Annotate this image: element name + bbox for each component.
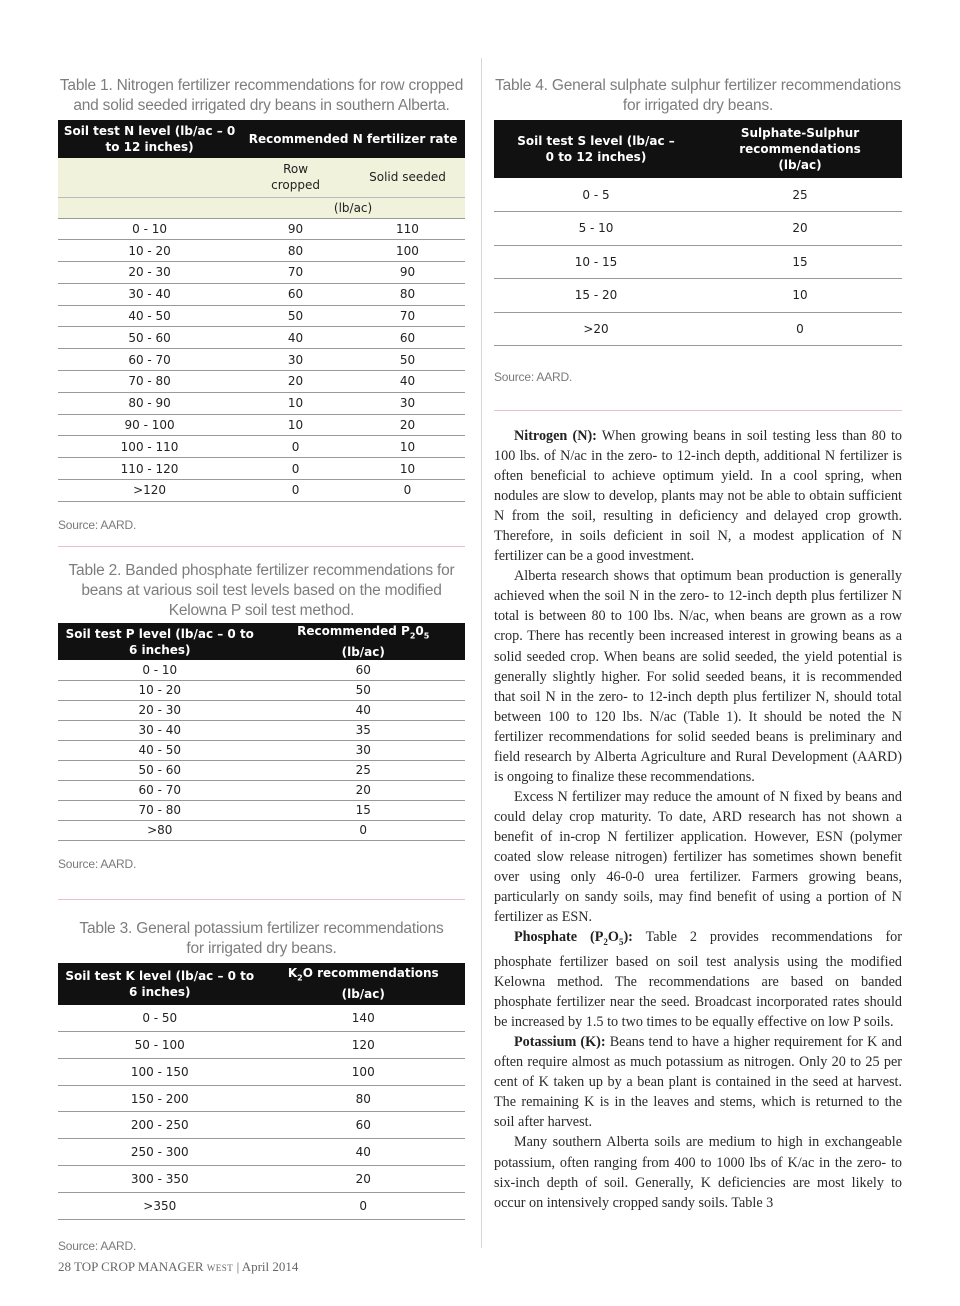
- left-column: [58, 72, 465, 1253]
- table-row: [494, 279, 902, 313]
- table1-sub-row: Row cropped: [241, 158, 350, 197]
- table-cell: 70: [350, 305, 465, 327]
- table-cell: >120: [58, 480, 241, 502]
- table-cell: 40: [350, 371, 465, 393]
- table-cell: 90: [241, 218, 350, 240]
- table-cell: 10 - 20: [58, 240, 241, 262]
- table-row: [58, 480, 465, 502]
- table-row: [58, 1112, 465, 1139]
- divider: [58, 899, 465, 900]
- table-row: [58, 327, 465, 349]
- paragraph-potassium: Potassium (K): Beans tend to have a higher requirement for K and often require almost as much potassium as nitrogen. Only 20 to 25 per cent of K taken up by a bean plant is contained in the seed at harvest. The remaining K is in the leaves and stems, which is returned to the soil after harvest.: [494, 1034, 902, 1131]
- magazine-name: TOP CROP MANAGER: [74, 1259, 204, 1274]
- table-cell: 50 - 100: [58, 1032, 262, 1059]
- table2: [58, 623, 465, 841]
- table-cell: 80: [262, 1085, 466, 1112]
- table-row: [58, 1032, 465, 1059]
- table-row: [58, 392, 465, 414]
- table-cell: 50 - 60: [58, 327, 241, 349]
- table-cell: 70: [241, 262, 350, 284]
- table-row: [58, 760, 465, 780]
- table2-caption: Table 2. Banded phosphate fertilizer recommendations for beans at various soil test levels based on the modified Kelowna P soil test method.: [68, 561, 455, 619]
- table-cell: 30: [262, 740, 466, 760]
- table-row: [58, 700, 465, 720]
- table-cell: 10 - 20: [58, 680, 262, 700]
- table-cell: 0: [350, 480, 465, 502]
- table-cell: 80: [350, 283, 465, 305]
- table-cell: 0 - 50: [58, 1005, 262, 1032]
- table-row: [58, 1085, 465, 1112]
- table-cell: 20: [262, 1166, 466, 1193]
- table-cell: 140: [262, 1005, 466, 1032]
- table-cell: 100 - 150: [58, 1058, 262, 1085]
- right-column: [494, 72, 902, 1213]
- table-cell: 10: [241, 392, 350, 414]
- table-cell: 90 - 100: [58, 414, 241, 436]
- article-body: [494, 426, 902, 1213]
- table2-col1-header: Soil test P level (lb/ac – 0 to 6 inches): [58, 623, 262, 660]
- table1-source: Source: AARD.: [58, 517, 137, 532]
- table-cell: 5 - 10: [494, 212, 698, 246]
- paragraph: Alberta research shows that optimum bean production is generally achieved when the soil N in the zero- to 12-inch depth plus fertilizer N total is between 80 to 100 lbs. N/ac, when beans are grown as a row crop. There has recently been increased interest in growing beans as a solid seeded crop. When beans are solid seeded, the yield potential is generally slightly higher. For solid seeded beans, it is recommended that soil N in the zero- to 12-inch depth plus fertilizer N, should total between 100 to 120 lbs. N/ac (Table 1). It should be noted the N fertilizer recommendations for solid seeded beans is preliminary and field research by Alberta Agriculture and Rural Development (AARD) is ongoing to finalize these recommendations.: [494, 568, 902, 785]
- table-cell: 25: [698, 178, 902, 212]
- table-cell: 10: [350, 436, 465, 458]
- table-cell: 50: [262, 680, 466, 700]
- table1-col2-header: Recommended N fertilizer rate: [241, 120, 465, 158]
- table-cell: 20: [698, 212, 902, 246]
- table-row: [494, 312, 902, 346]
- table-cell: 80 - 90: [58, 392, 241, 414]
- table2-col2-header: Recommended $P_20_5$ (lb/ac): [262, 623, 466, 660]
- table-cell: 15: [262, 800, 466, 820]
- table-cell: 60: [241, 283, 350, 305]
- table-cell: 70 - 80: [58, 371, 241, 393]
- table-row: [58, 820, 465, 840]
- table-cell: 10: [350, 458, 465, 480]
- table-cell: 40: [241, 327, 350, 349]
- table-cell: 60 - 70: [58, 780, 262, 800]
- table-row: [58, 305, 465, 327]
- table-row: [58, 780, 465, 800]
- table2-source: Source: AARD.: [58, 856, 137, 871]
- table-row: [58, 371, 465, 393]
- table-cell: 20: [241, 371, 350, 393]
- table-cell: 15: [698, 245, 902, 279]
- table-cell: 10 - 15: [494, 245, 698, 279]
- table1-sub-solid: Solid seeded: [350, 158, 465, 197]
- table-cell: 20: [262, 780, 466, 800]
- table-cell: 0 - 10: [58, 660, 262, 680]
- table4-col2-header: Sulphate-Sulphur recommendations (lb/ac): [698, 120, 902, 178]
- table-cell: 0 - 10: [58, 218, 241, 240]
- paragraph-nitrogen: Nitrogen (N): When growing beans in soil testing less than 80 to 100 lbs. of N/ac in the zero- to 12-inch depth, additional N fertilizer is often beneficial to achieve optimum yield. In a cool spring, when nodules are slow to develop, plants may not be able to obtain sufficient N from the soil, resulting in deficiency and delayed crop growth. Therefore, in soils deficient in soil N, a modest application of N fertilizer can be a good investment.: [494, 428, 902, 565]
- table-cell: 30 - 40: [58, 720, 262, 740]
- table-cell: 300 - 350: [58, 1166, 262, 1193]
- table-cell: 0: [698, 312, 902, 346]
- table-cell: 30 - 40: [58, 283, 241, 305]
- table-cell: 0: [241, 480, 350, 502]
- table-cell: 30: [241, 349, 350, 371]
- table3-caption: Table 3. General potassium fertilizer recommendations for irrigated dry beans.: [79, 919, 444, 957]
- table-cell: 110: [350, 218, 465, 240]
- table1-caption: Table 1. Nitrogen fertilizer recommendations for row cropped and solid seeded irrigated dry beans in southern Alberta.: [59, 77, 464, 114]
- table-cell: 0 - 5: [494, 178, 698, 212]
- column-divider: [481, 58, 482, 1248]
- table-row: [494, 178, 902, 212]
- table-cell: 20 - 30: [58, 262, 241, 284]
- table-cell: 110 - 120: [58, 458, 241, 480]
- paragraph: Excess N fertilizer may reduce the amount of N fixed by beans and could delay crop maturity. To date, ARD research has not shown a benefit of in-crop N fertilizer application. However, ESN (polymer coated slow release nitrogen) fertilizer has sometimes shown benefit over using only 46-0-0 urea fertilizer. Farmers growing beans, particularly on sandy soils, may find benefit of using a portion of N fertilizer as ESN.: [494, 788, 902, 926]
- divider: [58, 546, 465, 547]
- table-row: [58, 218, 465, 240]
- table-cell: 10: [698, 279, 902, 313]
- table3-col2-header: $K_2O$ recommendations (lb/ac): [262, 963, 466, 1005]
- table1-col1-header: Soil test N level (lb/ac – 0 to 12 inches): [58, 120, 241, 158]
- table-cell: >20: [494, 312, 698, 346]
- table-row: [494, 245, 902, 279]
- table-cell: 70 - 80: [58, 800, 262, 820]
- table-cell: 0: [241, 458, 350, 480]
- table-row: [58, 349, 465, 371]
- table-cell: 60 - 70: [58, 349, 241, 371]
- table4-source: Source: AARD.: [494, 370, 573, 384]
- table-cell: 0: [262, 820, 466, 840]
- table-row: [58, 1166, 465, 1193]
- table4: [494, 120, 902, 346]
- table-cell: 50: [241, 305, 350, 327]
- paragraph-phosphate: Phosphate $(P_2O_5)$: Table 2 provides recommendations for phosphate fertilizer based on soil test analysis using the modified Kelowna method. The recommendations are based on banded phosphate fertilizer near the seed. Broadcast incorporated rates should be increased by 1.5 to two times to be equally effective on low P soils.: [494, 929, 902, 1031]
- table-cell: 20: [350, 414, 465, 436]
- table3: [58, 963, 465, 1220]
- table3-source: Source: AARD.: [58, 1238, 137, 1253]
- table-cell: 250 - 300: [58, 1139, 262, 1166]
- table-cell: 100: [350, 240, 465, 262]
- table-row: [58, 1192, 465, 1219]
- table-row: [58, 240, 465, 262]
- table-cell: 40 - 50: [58, 740, 262, 760]
- table-row: [58, 740, 465, 760]
- table-row: [58, 262, 465, 284]
- table-cell: 100 - 110: [58, 436, 241, 458]
- table-cell: 40: [262, 1139, 466, 1166]
- table-cell: 60: [350, 327, 465, 349]
- table-row: [58, 1139, 465, 1166]
- table-cell: 150 - 200: [58, 1085, 262, 1112]
- table-cell: 15 - 20: [494, 279, 698, 313]
- table-cell: 90: [350, 262, 465, 284]
- table1: [58, 120, 465, 502]
- page-number: 28: [58, 1259, 71, 1274]
- table-cell: 120: [262, 1032, 466, 1059]
- table-row: [58, 414, 465, 436]
- table-cell: 200 - 250: [58, 1112, 262, 1139]
- table3-col1-header: Soil test K level (lb/ac – 0 to 6 inches): [58, 963, 262, 1005]
- table-row: [58, 436, 465, 458]
- table-row: [58, 283, 465, 305]
- table-cell: 10: [241, 414, 350, 436]
- table-cell: >350: [58, 1192, 262, 1219]
- table-cell: 40 - 50: [58, 305, 241, 327]
- table-cell: 30: [350, 392, 465, 414]
- issue-date: April 2014: [241, 1259, 299, 1274]
- table-cell: 60: [262, 660, 466, 680]
- table-cell: 35: [262, 720, 466, 740]
- table4-caption: Table 4. General sulphate sulphur fertilizer recommendations for irrigated dry beans.: [495, 77, 901, 114]
- table-cell: 25: [262, 760, 466, 780]
- table1-unit: (lb/ac): [241, 197, 465, 218]
- table-cell: 60: [262, 1112, 466, 1139]
- paragraph: Many southern Alberta soils are medium to high in exchangeable potassium, often ranging from 400 to 1000 lbs of K/ac in the zero- to six-inch depth of soil. Generally, K deficiencies are most likely to occur on intensively cropped sandy soils. Table 3: [494, 1134, 902, 1211]
- table-row: [58, 1058, 465, 1085]
- table-row: [494, 212, 902, 246]
- table-cell: >80: [58, 820, 262, 840]
- table-cell: 50 - 60: [58, 760, 262, 780]
- divider: [494, 410, 902, 411]
- table-cell: 80: [241, 240, 350, 262]
- table-row: [58, 1005, 465, 1032]
- magazine-edition: WEST: [206, 1263, 234, 1273]
- table-cell: 0: [262, 1192, 466, 1219]
- table-cell: 0: [241, 436, 350, 458]
- table-row: [58, 458, 465, 480]
- table-cell: 40: [262, 700, 466, 720]
- table-cell: 100: [262, 1058, 466, 1085]
- table-row: [58, 680, 465, 700]
- table4-col1-header: Soil test S level (lb/ac – 0 to 12 inches): [494, 120, 698, 178]
- page-footer: 28 TOP CROP MANAGER WEST | April 2014: [58, 1259, 299, 1274]
- table-row: [58, 800, 465, 820]
- table-cell: 50: [350, 349, 465, 371]
- table-cell: 20 - 30: [58, 700, 262, 720]
- table-row: [58, 660, 465, 680]
- table-row: [58, 720, 465, 740]
